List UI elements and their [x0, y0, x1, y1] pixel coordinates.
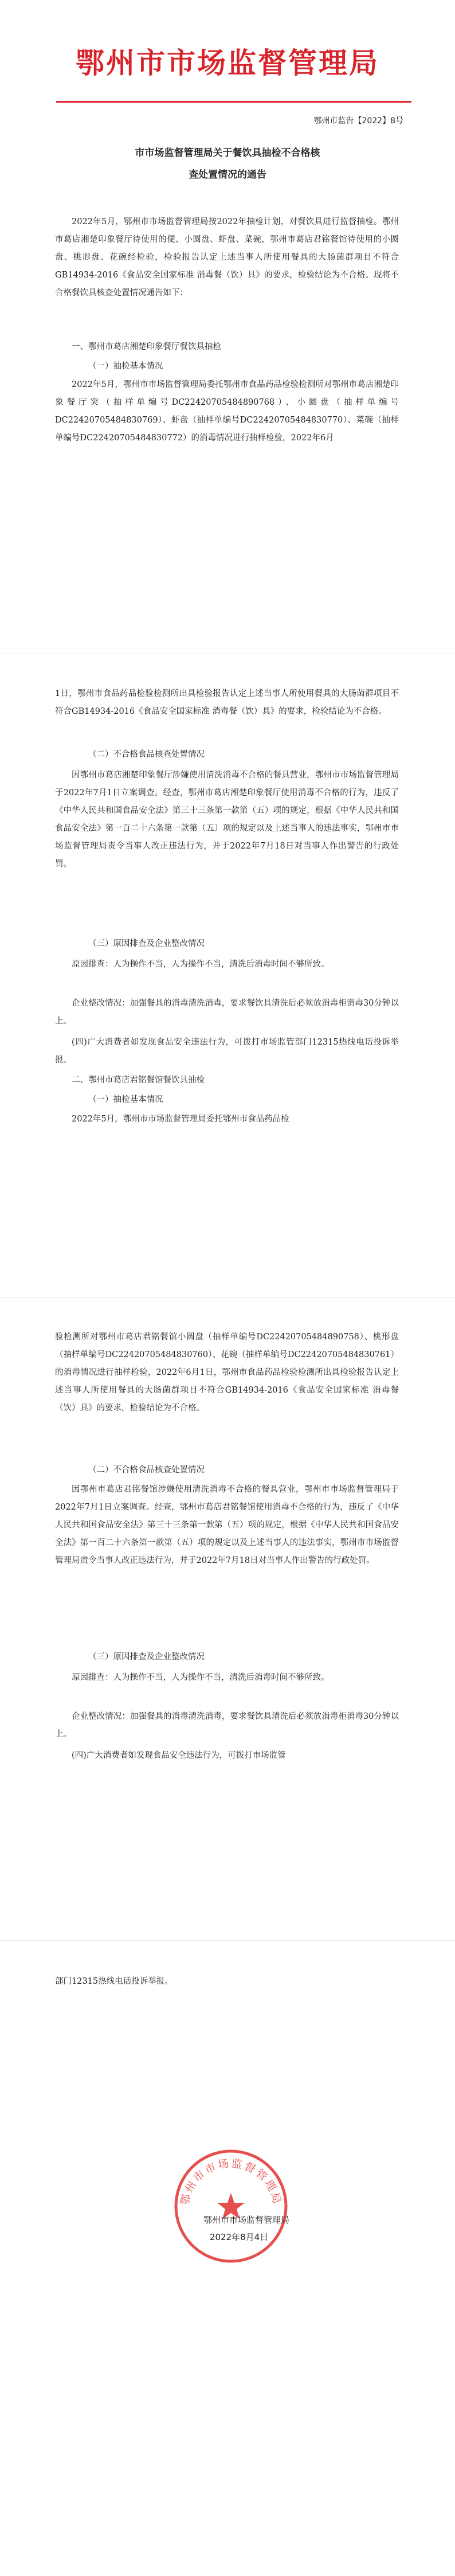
page-2 — [0, 654, 455, 1297]
subheading-disposal-2: （二）不合格食品核查处置情况 — [88, 1465, 205, 1475]
continued-paragraph-2: 验检测所对鄂州市葛店君铭餐馆小圆盘（抽样单编号DC22420705484890758）、桃形盘（抽样单编号DC22420705484830760）、花碗（抽样单编号DC22420705484830761）的消毒情况进行抽样检验，2022年6月1日，鄂州市食品药品检验检测所出具检验报告认定上述当事人所使用餐具的大肠菌群项目不符合GB14934-2016《食品安全国家标准 消毒餐（饮）具》的要求，检验结论为不合格。 — [55, 1332, 399, 1413]
basic-info-paragraph-2: 2022年5月，鄂州市市场监督管理局委托鄂州市食品药品检 — [72, 1115, 289, 1124]
subheading-basic-1: （一）抽检基本情况 — [88, 362, 163, 371]
page-4 — [0, 1940, 455, 2576]
section-heading-1: 一、鄂州市葛店湘楚印象餐厅餐饮具抽检 — [72, 342, 221, 351]
report-paragraph-2: (四)广大消费者如发现食品安全违法行为，可拨打市场监管 — [72, 1751, 286, 1760]
masthead: 鄂州市市场监督管理局 — [76, 46, 379, 80]
title-line-2: 查处置情况的通告 — [189, 169, 266, 181]
subheading-cause-2: （三）原因排查及企业整改情况 — [88, 1652, 205, 1662]
official-seal-stamp — [171, 2146, 291, 2266]
signing-organization: 鄂州市市场监督管理局 — [203, 2215, 290, 2225]
report-paragraph-1: (四)广大消费者如发现食品安全违法行为，可拨打市场监管部门12315热线电话投诉举报。 — [55, 1038, 399, 1065]
section-heading-2: 二、鄂州市葛店君铭餐馆餐饮具抽检 — [72, 1076, 205, 1085]
red-divider — [56, 101, 411, 103]
cause-paragraph-1: 原因排查：人为操作不当，人为操作不当，清洗后消毒时间不够所致。 — [72, 960, 330, 969]
basic-info-paragraph-1: 2022年5月，鄂州市市场监督管理局委托鄂州市食品药品检验检测所对鄂州市葛店湘楚印象餐厅突（抽样单编号DC22420705484890768）、小圆盘（抽样单编号DC22420705484830769）、虾盘（抽样单编号DC22420705484830770）、菜碗（抽样单编号DC22420705484830772）的消毒情况进行抽样检验，2022年6月 — [55, 380, 399, 443]
rectification-paragraph-1: 企业整改情况：加强餐具的消毒清洗消毒，要求餐饮具清洗后必须放消毒柜消毒30分钟以上。 — [55, 999, 399, 1026]
signing-date: 2022年8月4日 — [210, 2232, 269, 2242]
subheading-disposal-1: （二）不合格食品核查处置情况 — [88, 750, 205, 759]
intro-paragraph: 2022年5月，鄂州市市场监督管理局按2022年抽检计划，对餐饮具进行监督抽检。鄂州市葛店湘楚印象餐厅待使用的便、小圆盘、虾盘、菜碗，鄂州市葛店君铭餐馆待使用的小圆盘、桃形盘、花碗经检验，检验报告认定上述当事人所使用餐具的大肠菌群项目不符合GB14934-2016《食品安全国家标准 消毒餐（饮）具》的要求，检验结论为不合格。现将不合格餐饮具核查处置情况通告如下： — [55, 217, 399, 298]
rectification-paragraph-2: 企业整改情况：加强餐具的消毒清洗消毒，要求餐饮具清洗后必须放消毒柜消毒30分钟以上。 — [55, 1712, 399, 1739]
disposal-paragraph-2: 因鄂州市葛店君铭餐馆涉嫌使用清洗消毒不合格的餐具营业，鄂州市市场监督管理局于2022年7月1日立案调查。经查，鄂州市葛店君铭餐馆使用消毒不合格的行为，违反了《中华人民共和国食品安全法》第三十三条第一款第（五）项的规定，根据《中华人民共和国食品安全法》第一百二十六条第一款第（五）项的规定以及上述当事人的违法事实，鄂州市市场监督管理局责令当事人改正违法行为，并于2022年7月18日对当事人作出警告的行政处罚。 — [55, 1485, 399, 1565]
disposal-paragraph-1: 因鄂州市葛店湘楚印象餐厅涉嫌使用清洗消毒不合格的餐具营业，鄂州市市场监督管理局于2022年7月1日立案调查。经查，鄂州市葛店湘楚印象餐厅使用消毒不合格的行为，违反了《中华人民共和国食品安全法》第三十三条第一款第（五）项的规定，根据《中华人民共和国食品安全法》第一百二十六条第一款第（五）项的规定以及上述当事人的违法事实，鄂州市市场监督管理局责令当事人改正违法行为，并于2022年7月18日对当事人作出警告的行政处罚。 — [55, 771, 399, 869]
doc-number: 鄂州市监告【2022】8号 — [313, 116, 403, 126]
cause-paragraph-2: 原因排查：人为操作不当，人为操作不当，清洗后消毒时间不够所致。 — [72, 1673, 330, 1682]
title-line-1: 市市场监督管理局关于餐饮具抽检不合格核 — [135, 147, 320, 159]
page-1 — [0, 0, 455, 654]
continued-paragraph-1: 1日，鄂州市食品药品检验检测所出具检验报告认定上述当事人所使用餐具的大肠菌群项目不符合GB14934-2016《食品安全国家标准 消毒餐（饮）具》的要求，检验结论为不合格。 — [55, 689, 399, 716]
page-3 — [0, 1297, 455, 1941]
subheading-basic-2: （一）抽检基本情况 — [88, 1095, 163, 1104]
continued-paragraph-3: 部门12315热线电话投诉举报。 — [55, 1977, 173, 1986]
subheading-cause-1: （三）原因排查及企业整改情况 — [88, 939, 205, 948]
svg-text:鄂州市市场监督管理局: 鄂州市市场监督管理局 — [178, 2157, 284, 2207]
